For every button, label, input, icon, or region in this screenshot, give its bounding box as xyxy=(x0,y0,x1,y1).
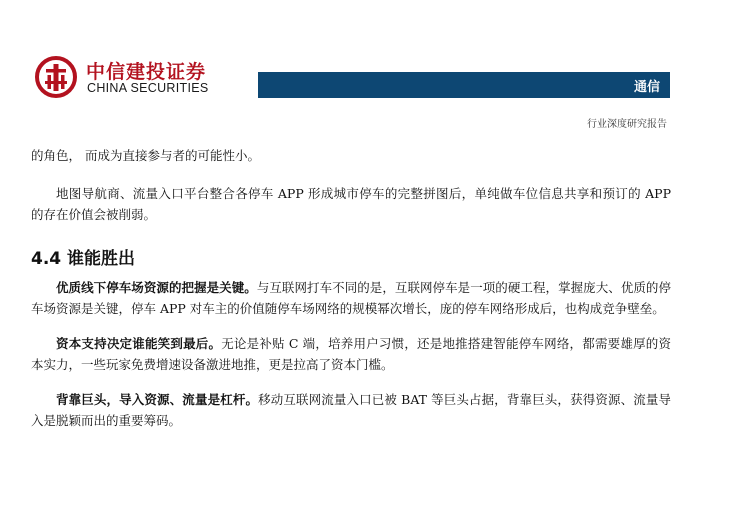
paragraph-capital-support xyxy=(31,333,671,375)
citic-logo-icon xyxy=(34,55,78,99)
paragraph-giant-backing xyxy=(31,389,671,431)
logo-chinese-name: 中信建投证券 xyxy=(86,61,207,83)
paragraph-map-navigation: 地图导航商、流量入口平台整合各停车 APP 形成城市停车的完整拼图后，单纯做车位信息共享和预订的 APP 的存在价值会被削弱。 xyxy=(31,186,671,222)
report-body xyxy=(31,145,671,431)
paragraph-parking-resources xyxy=(31,277,671,319)
report-type-label: 行业深度研究报告 xyxy=(587,119,667,130)
paragraph-lead-bold: 优质线下停车场资源的把握是关键。 xyxy=(56,280,257,295)
paragraph-lead-bold: 资本支持决定谁能笑到最后。 xyxy=(56,336,222,351)
paragraph-text: 移动互联网流量入口已被 BAT 等巨头占据，背靠巨头，获得资源、流量导入是脱颖而出的重要筹码。 xyxy=(31,392,671,428)
company-logo xyxy=(34,55,214,101)
logo-english-name: CHINA SECURITIES xyxy=(87,81,209,95)
paragraph-text: 与互联网打车不同的是，互联网停车是一项的硬工程，掌握庞大、优质的停车场资源是关键，停车 APP 对车主的价值随停车场网络的规模幂次增长，庞的停车网络形成后，也构成竞争壁垒。 xyxy=(31,280,671,316)
category-label: 通信 xyxy=(633,80,660,95)
paragraph-continuation: 的角色， 而成为直接参与者的可能性小。 xyxy=(31,148,260,163)
paragraph-text: 无论是补贴 C 端，培养用户习惯，还是地推搭建智能停车网络，都需要雄厚的资本实力，一些玩家免费增速设备激进地推，更是拉高了资本门槛。 xyxy=(31,336,671,372)
page-header xyxy=(0,0,739,135)
category-bar xyxy=(258,72,670,98)
section-heading: 4.4 谁能胜出 xyxy=(31,249,136,269)
paragraph-lead-bold: 背靠巨头，导入资源、流量是杠杆。 xyxy=(56,392,259,407)
